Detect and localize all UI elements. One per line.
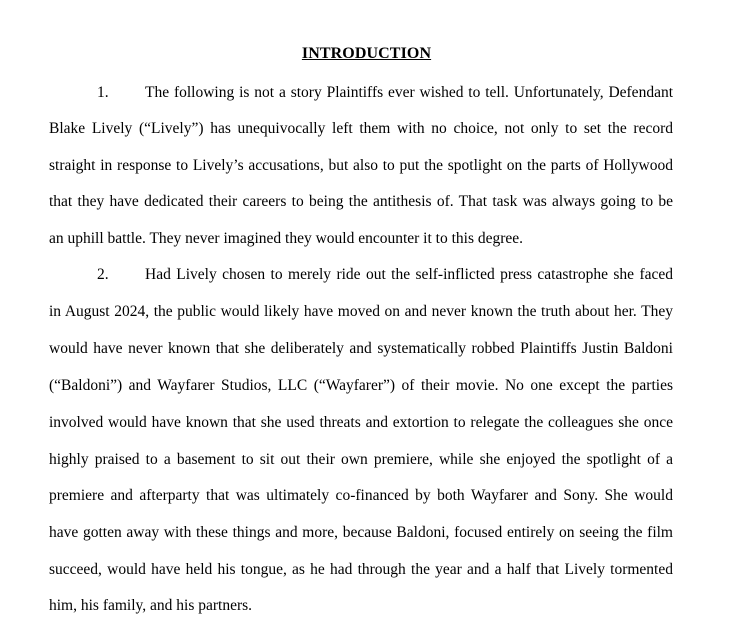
paragraph-line: The following is not a story Plaintiffs ever wished to tell. Unfortunately, Defendant xyxy=(145,84,673,101)
paragraph-line: premiere and afterparty that was ultimately co-financed by both Wayfarer and Sony. She would xyxy=(49,487,673,504)
paragraph-line: him, his family, and his partners. xyxy=(49,597,253,614)
paragraph-line: (“Baldoni”) and Wayfarer Studios, LLC (“Wayfarer”) of their movie. No one except the parties xyxy=(49,377,673,394)
paragraph-line: Had Lively chosen to merely ride out the self-inflicted press catastrophe she faced xyxy=(145,266,673,283)
paragraph-line: Blake Lively (“Lively”) has unequivocally left them with no choice, not only to set the record xyxy=(49,120,673,137)
paragraph-line: that they have dedicated their careers to being the antithesis of. That task was always going to be xyxy=(49,193,673,210)
paragraph-number: 1. xyxy=(97,84,109,101)
section-heading: INTRODUCTION xyxy=(301,45,432,62)
paragraph-number: 2. xyxy=(97,266,109,283)
paragraph-line: an uphill battle. They never imagined they would encounter it to this degree. xyxy=(49,230,524,247)
paragraph-line: in August 2024, the public would likely have moved on and never known the truth about her. They xyxy=(49,303,673,320)
paragraph-line: would have never known that she deliberately and systematically robbed Plaintiffs Justin Baldoni xyxy=(49,340,673,357)
paragraph-line: highly praised to a basement to sit out their own premiere, while she enjoyed the spotlight of a xyxy=(49,451,673,468)
paragraph-line: succeed, would have held his tongue, as he had through the year and a half that Lively tormented xyxy=(49,561,673,578)
paragraph-line: involved would have known that she used threats and extortion to relegate the colleagues she once xyxy=(49,414,673,431)
paragraph-line: straight in response to Lively’s accusations, but also to put the spotlight on the parts of Hollywood xyxy=(49,157,673,174)
paragraph-line: have gotten away with these things and more, because Baldoni, focused entirely on seeing the film xyxy=(49,524,673,541)
